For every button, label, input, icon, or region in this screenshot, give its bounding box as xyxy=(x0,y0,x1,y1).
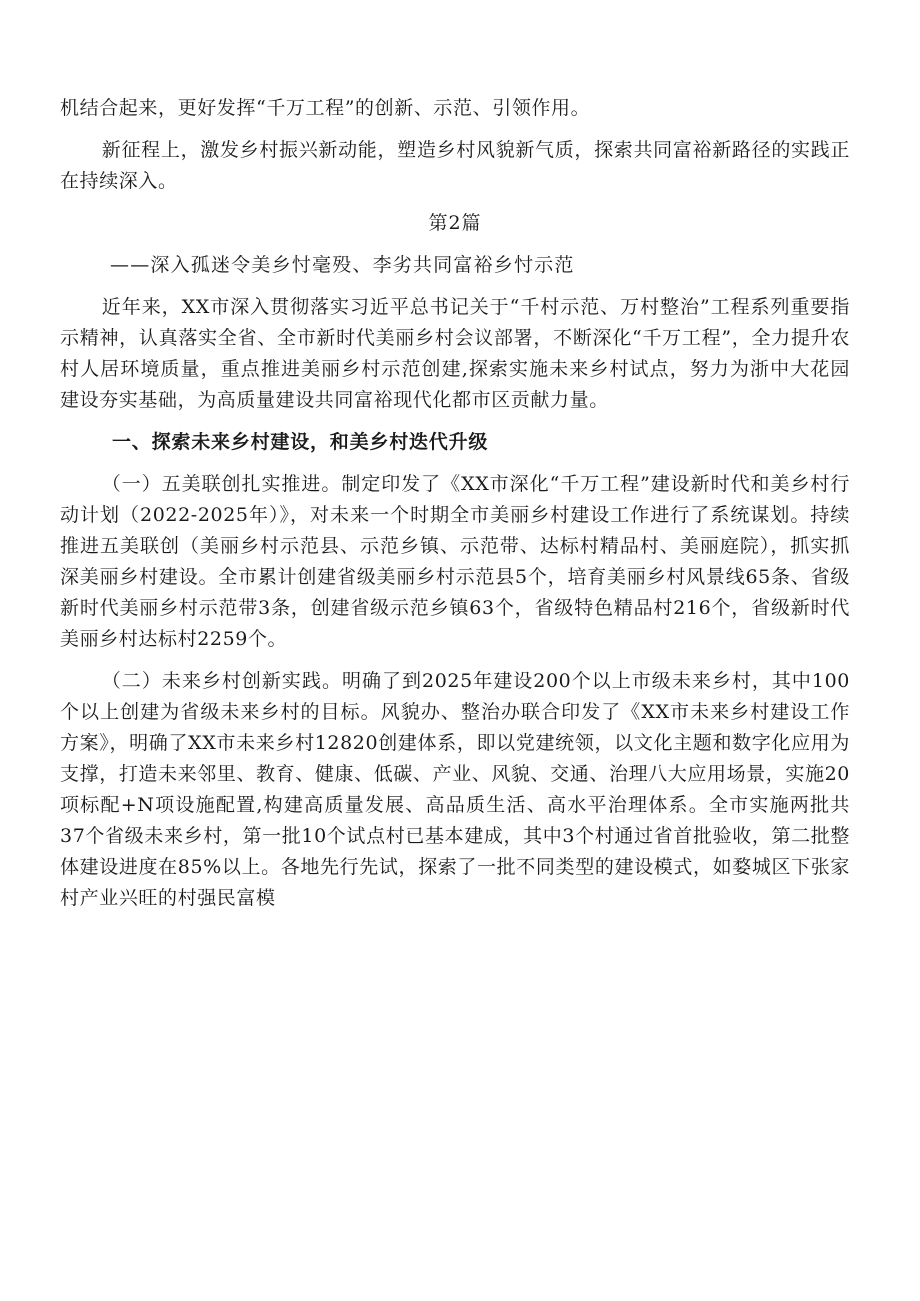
paragraph-intro-tail: 机结合起来，更好发挥“千万工程”的创新、示范、引领作用。 xyxy=(60,97,591,119)
paragraph-section-2: （二）未来乡村创新实践。明确了到2025年建设200个以上市级未来乡村，其中100个以上创建为省级未来乡村的目标。风貌办、整治办联合印发了《XX市未来乡村建设工作方案》，明确了XX市未来乡村12820创建体系，即以党建统领，以文化主题和数字化应用为支撑，打造未来邻里、教育、健康、低碳、产业、风貌、交通、治理八大应用场景，实施20项标配+N项设施配置,构建高质量发展、高品质生活、高水平治理体系。全市实施两批共37个省级未来乡村，第一批10个试点村已基本建成，其中3个村通过省首批验收，第二批整体建设进度在85%以上。各地先行先试，探索了一批不同类型的建设模式，如婺城区下张家村产业兴旺的村强民富模 xyxy=(60,670,850,909)
section-heading: 一、探索未来乡村建设，和美乡村迭代升级 xyxy=(112,431,489,453)
article-subtitle: ——深入孤迷令美乡忖毫殁、李劣共同富裕乡忖示范 xyxy=(110,254,575,276)
paragraph-closing: 新征程上，激发乡村振兴新动能，塑造乡村风貌新气质，探索共同富裕新路径的实践正在持续深入。 xyxy=(60,139,850,192)
paragraph-section-1: （一）五美联创扎实推进。制定印发了《XX市深化“千万工程”建设新时代和美乡村行动计划（2022-2025年）》，对未来一个时期全市美丽乡村建设工作进行了系统谋划。持续推进五美联创（美丽乡村示范县、示范乡镇、示范带、达标村精品村、美丽庭院），抓实抓深美丽乡村建设。全市累计创建省级美丽乡村示范县5个，培育美丽乡村风景线65条、省级新时代美丽乡村示范带3条，创建省级示范乡镇63个，省级特色精品村216个，省级新时代美丽乡村达标村2259个。 xyxy=(60,473,850,650)
document-body xyxy=(60,93,850,914)
article-title: 第2篇 xyxy=(428,212,482,234)
paragraph-overview: 近年来，XX市深入贯彻落实习近平总书记关于“千村示范、万村整治”工程系列重要指示精神，认真落实全省、全市新时代美丽乡村会议部署，不断深化“千万工程”，全力提升农村人居环境质量，重点推进美丽乡村示范创建,探索实施未来乡村试点，努力为浙中大花园建设夯实基础，为高质量建设共同富裕现代化都市区贡献力量。 xyxy=(60,296,850,411)
